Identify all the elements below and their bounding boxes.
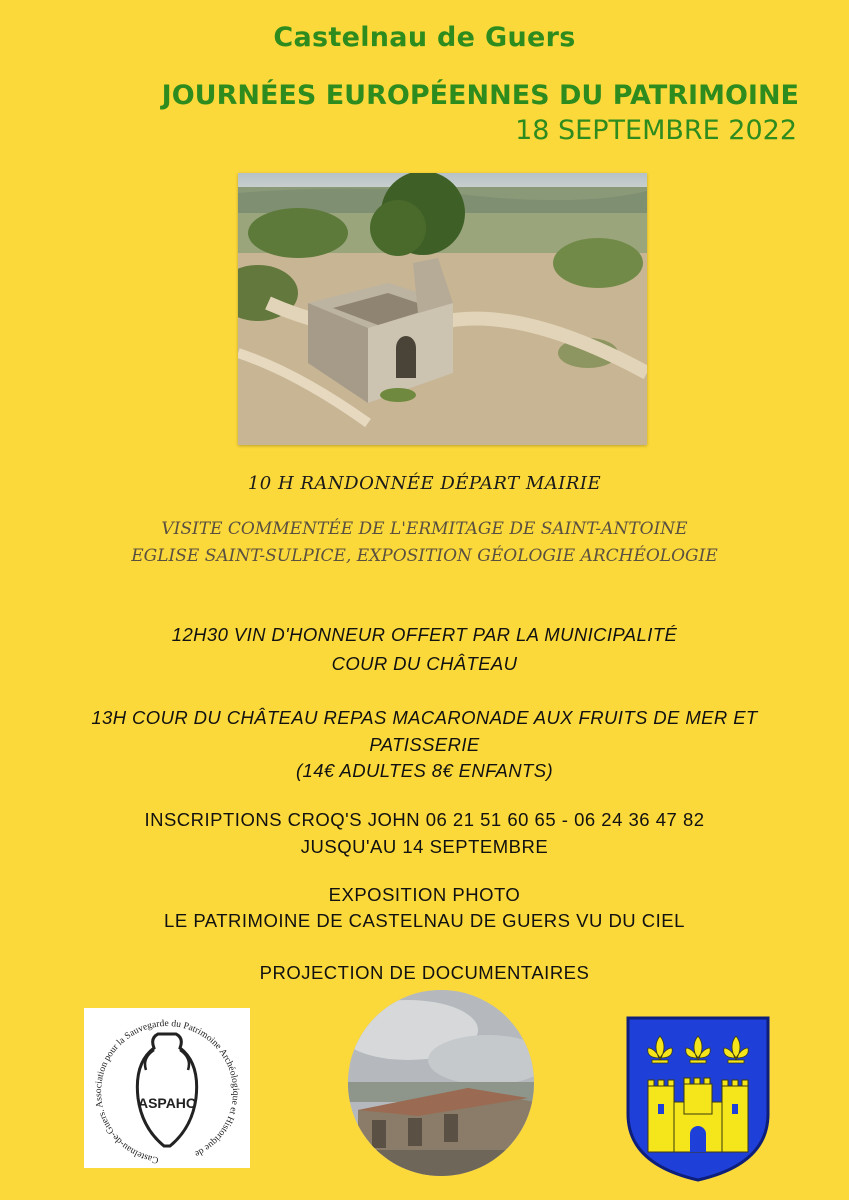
aspahc-ring-text: Castelnau-de-Guers. Association pour la Sauvegarde du Patrimoine Archéologique et Historique de: [94, 1018, 241, 1165]
event-date: 18 SEPTEMBRE 2022: [515, 115, 797, 146]
town-title: Castelnau de Guers: [273, 22, 576, 53]
meal-line-2: PATISSERIE: [369, 734, 480, 755]
wine-line-2: COUR DU CHÂTEAU: [331, 653, 518, 674]
hermitage-ruins-photo: [238, 173, 647, 445]
aspahc-acronym: ASPAHC: [137, 1095, 197, 1111]
expo-line-1: EXPOSITION PHOTO: [328, 884, 521, 905]
coat-of-arms: [624, 1014, 772, 1184]
visit-line-2: EGLISE SAINT-SULPICE, EXPOSITION GÉOLOGIE ARCHÉOLOGIE: [131, 546, 718, 566]
hike-line: 10 H RANDONNÉE DÉPART MAIRIE: [247, 473, 602, 494]
meal-price-line: (14€ ADULTES 8€ ENFANTS): [295, 760, 554, 781]
castle-photo: [348, 990, 534, 1176]
inscription-line-2: JUSQU'AU 14 SEPTEMBRE: [300, 836, 549, 857]
meal-line-1: 13H COUR DU CHÂTEAU REPAS MACARONADE AUX FRUITS DE MER ET: [91, 707, 758, 728]
aspahc-logo: [84, 1008, 250, 1168]
wine-line-1: 12H30 VIN D'HONNEUR OFFERT PAR LA MUNICIPALITÉ: [171, 624, 678, 645]
projection-line: PROJECTION DE DOCUMENTAIRES: [259, 962, 590, 983]
expo-line-2: LE PATRIMOINE DE CASTELNAU DE GUERS VU DU CIEL: [164, 910, 685, 931]
inscription-line-1: INSCRIPTIONS CROQ'S JOHN 06 21 51 60 65 - 06 24 36 47 82: [144, 809, 705, 830]
visit-line-1: VISITE COMMENTÉE DE L'ERMITAGE DE SAINT-ANTOINE: [161, 519, 688, 539]
event-title: JOURNÉES EUROPÉENNES DU PATRIMOINE: [161, 80, 799, 111]
